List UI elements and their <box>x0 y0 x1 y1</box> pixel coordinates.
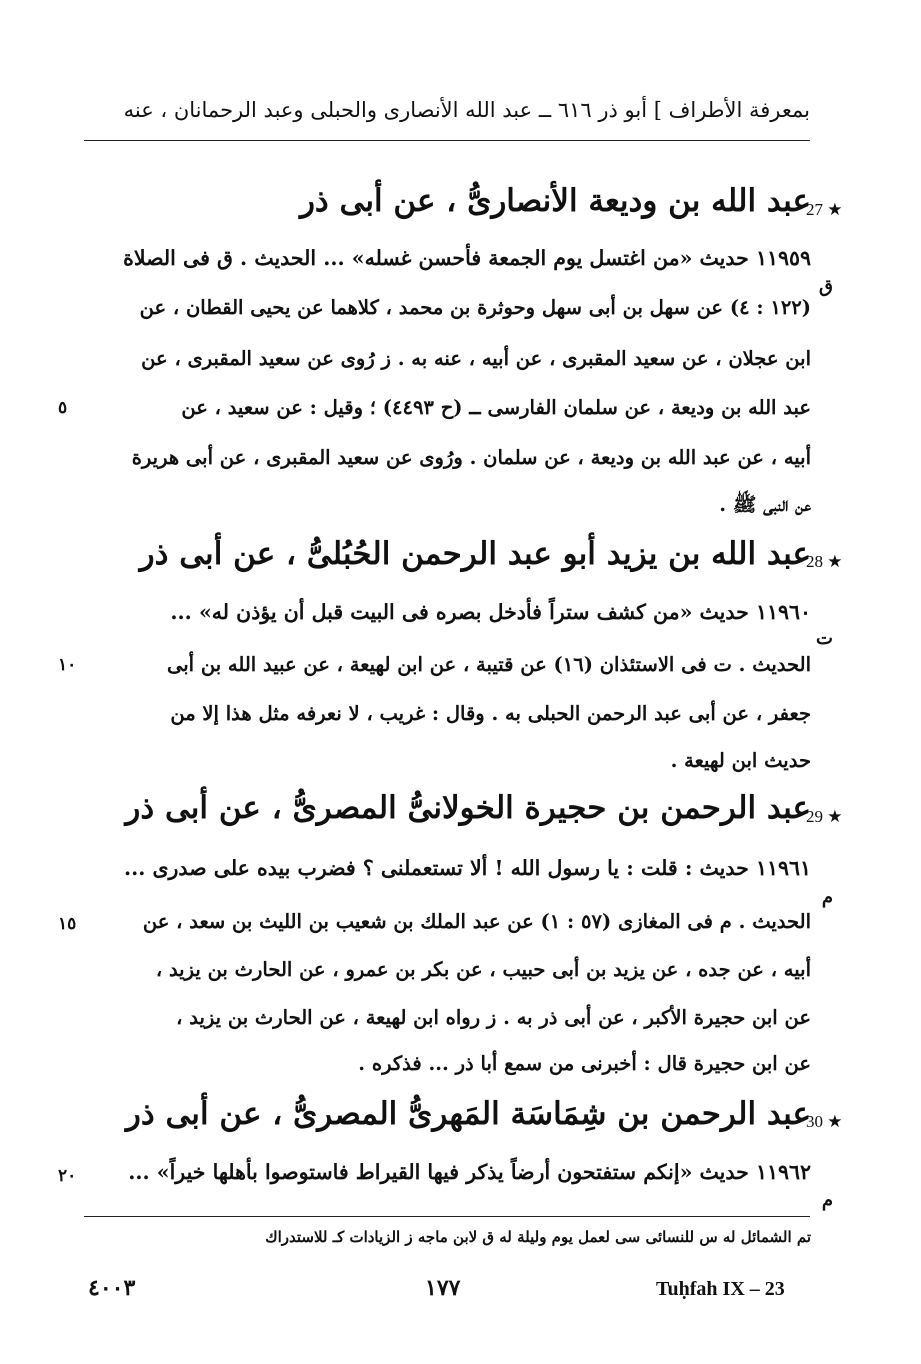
footer-page-number: ١٧٧ <box>425 1275 461 1301</box>
siglum: م <box>821 887 833 908</box>
text-line: الحديث . م فى المغازى (٥٧ : ١) عن عبد الملك بن شعيب بن الليث بن سعد ، عن <box>142 910 811 933</box>
text-line: جعفر ، عن أبى عبد الرحمن الحبلى به . وقال : غريب ، لا نعرفه مثل هذا إلا من <box>170 702 811 725</box>
siglum: ت <box>816 628 833 649</box>
text-line: حديث ابن لهيعة . <box>670 749 811 772</box>
line-number: ٢٠ <box>58 1166 77 1186</box>
running-header <box>84 92 810 141</box>
text-line: عبد الله بن وديعة ، عن سلمان الفارسى ــ (ح ٤٤٩٣) ؛ وقيل : عن سعيد ، عن <box>181 396 811 419</box>
text-line: عن ابن حجيرة الأكبر ، عن أبى ذر به . ز رواه ابن لهيعة ، عن الحارث بن يزيد ، <box>176 1006 811 1029</box>
line-number: ١٠ <box>58 655 77 675</box>
siglum: ق <box>819 276 833 297</box>
footnote-abbreviations: تم الشمائل له س للنسائى سى لعمل يوم وليلة له ق لابن ماجه ز الزيادات كـ للاستدراك <box>265 1228 811 1246</box>
entry-number: 30 ★ <box>806 1112 843 1131</box>
footnote-rule <box>84 1216 810 1217</box>
text-line: أبيه ، عن عبد الله بن وديعة ، عن سلمان . ورُوى عن سعيد المقبرى ، عن أبى هريرة <box>131 446 811 469</box>
running-header-text: بمعرفة الأطراف ] أبو ذر ٦١٦ ــ عبد الله الأنصارى والحبلى وعبد الرحمانان ، عنه <box>123 98 810 122</box>
line-number: ٥ <box>58 398 68 418</box>
footer-volume: Tuḥfah IX – 23 <box>656 1278 785 1300</box>
entry-number: 28 ★ <box>806 552 843 571</box>
text-line: عن النبى ﷺ . <box>719 493 811 516</box>
line-number: ١٥ <box>58 914 77 934</box>
text-line: الحديث . ت فى الاستئذان (١٦) عن قتيبة ، عن ابن لهيعة ، عن عبيد الله بن أبى <box>166 653 811 676</box>
footer-sequence-number: ٤٠٠٣ <box>88 1275 136 1301</box>
entry-heading: عبد الله بن يزيد أبو عبد الرحمن الحُبُلىُّ ، عن أبى ذر <box>139 536 811 572</box>
text-line: ١١٩٥٩ حديث «من اغتسل يوم الجمعة فأحسن غسله» ... الحديث . ق فى الصلاة <box>123 246 811 270</box>
text-line: أبيه ، عن جده ، عن يزيد بن أبى حبيب ، عن بكر بن عمرو ، عن الحارث بن يزيد ، <box>155 958 811 981</box>
entry-number: 29 ★ <box>806 807 843 826</box>
entry-number: 27 ★ <box>806 200 843 219</box>
text-line: ١١٩٦٠ حديث «من كشف ستراً فأدخل بصره فى البيت قبل أن يؤذن له» ... <box>170 600 811 624</box>
text-line: ابن عجلان ، عن سعيد المقبرى ، عن أبيه ، عنه به . ز رُوى عن سعيد المقبرى ، عن <box>141 347 811 370</box>
entry-heading: عبد الرحمن بن حجيرة الخولانىُّ المصرىُّ ، عن أبى ذر <box>125 790 811 826</box>
text-line: (١٢٢ : ٤) عن سهل بن أبى سهل وحوثرة بن محمد ، كلاهما عن يحيى القطان ، عن <box>139 296 811 319</box>
siglum: م <box>821 1190 833 1211</box>
entry-heading: عبد الله بن وديعة الأنصارىُّ ، عن أبى ذر <box>299 183 811 219</box>
text-line: ١١٩٦٢ حديث «إنكم ستفتحون أرضاً يذكر فيها القيراط فاستوصوا بأهلها خيراً» ... <box>128 1160 811 1184</box>
entry-heading: عبد الرحمن بن شِمَاسَة المَهرىُّ المصرىُّ ، عن أبى ذر <box>125 1096 811 1132</box>
text-line: عن ابن حجيرة قال : أخبرنى من سمع أبا ذر ... فذكره . <box>358 1052 811 1075</box>
text-line: ١١٩٦١ حديث : قلت : يا رسول الله ! ألا تستعملنى ؟ فضرب بيده على صدرى ... <box>123 856 811 880</box>
